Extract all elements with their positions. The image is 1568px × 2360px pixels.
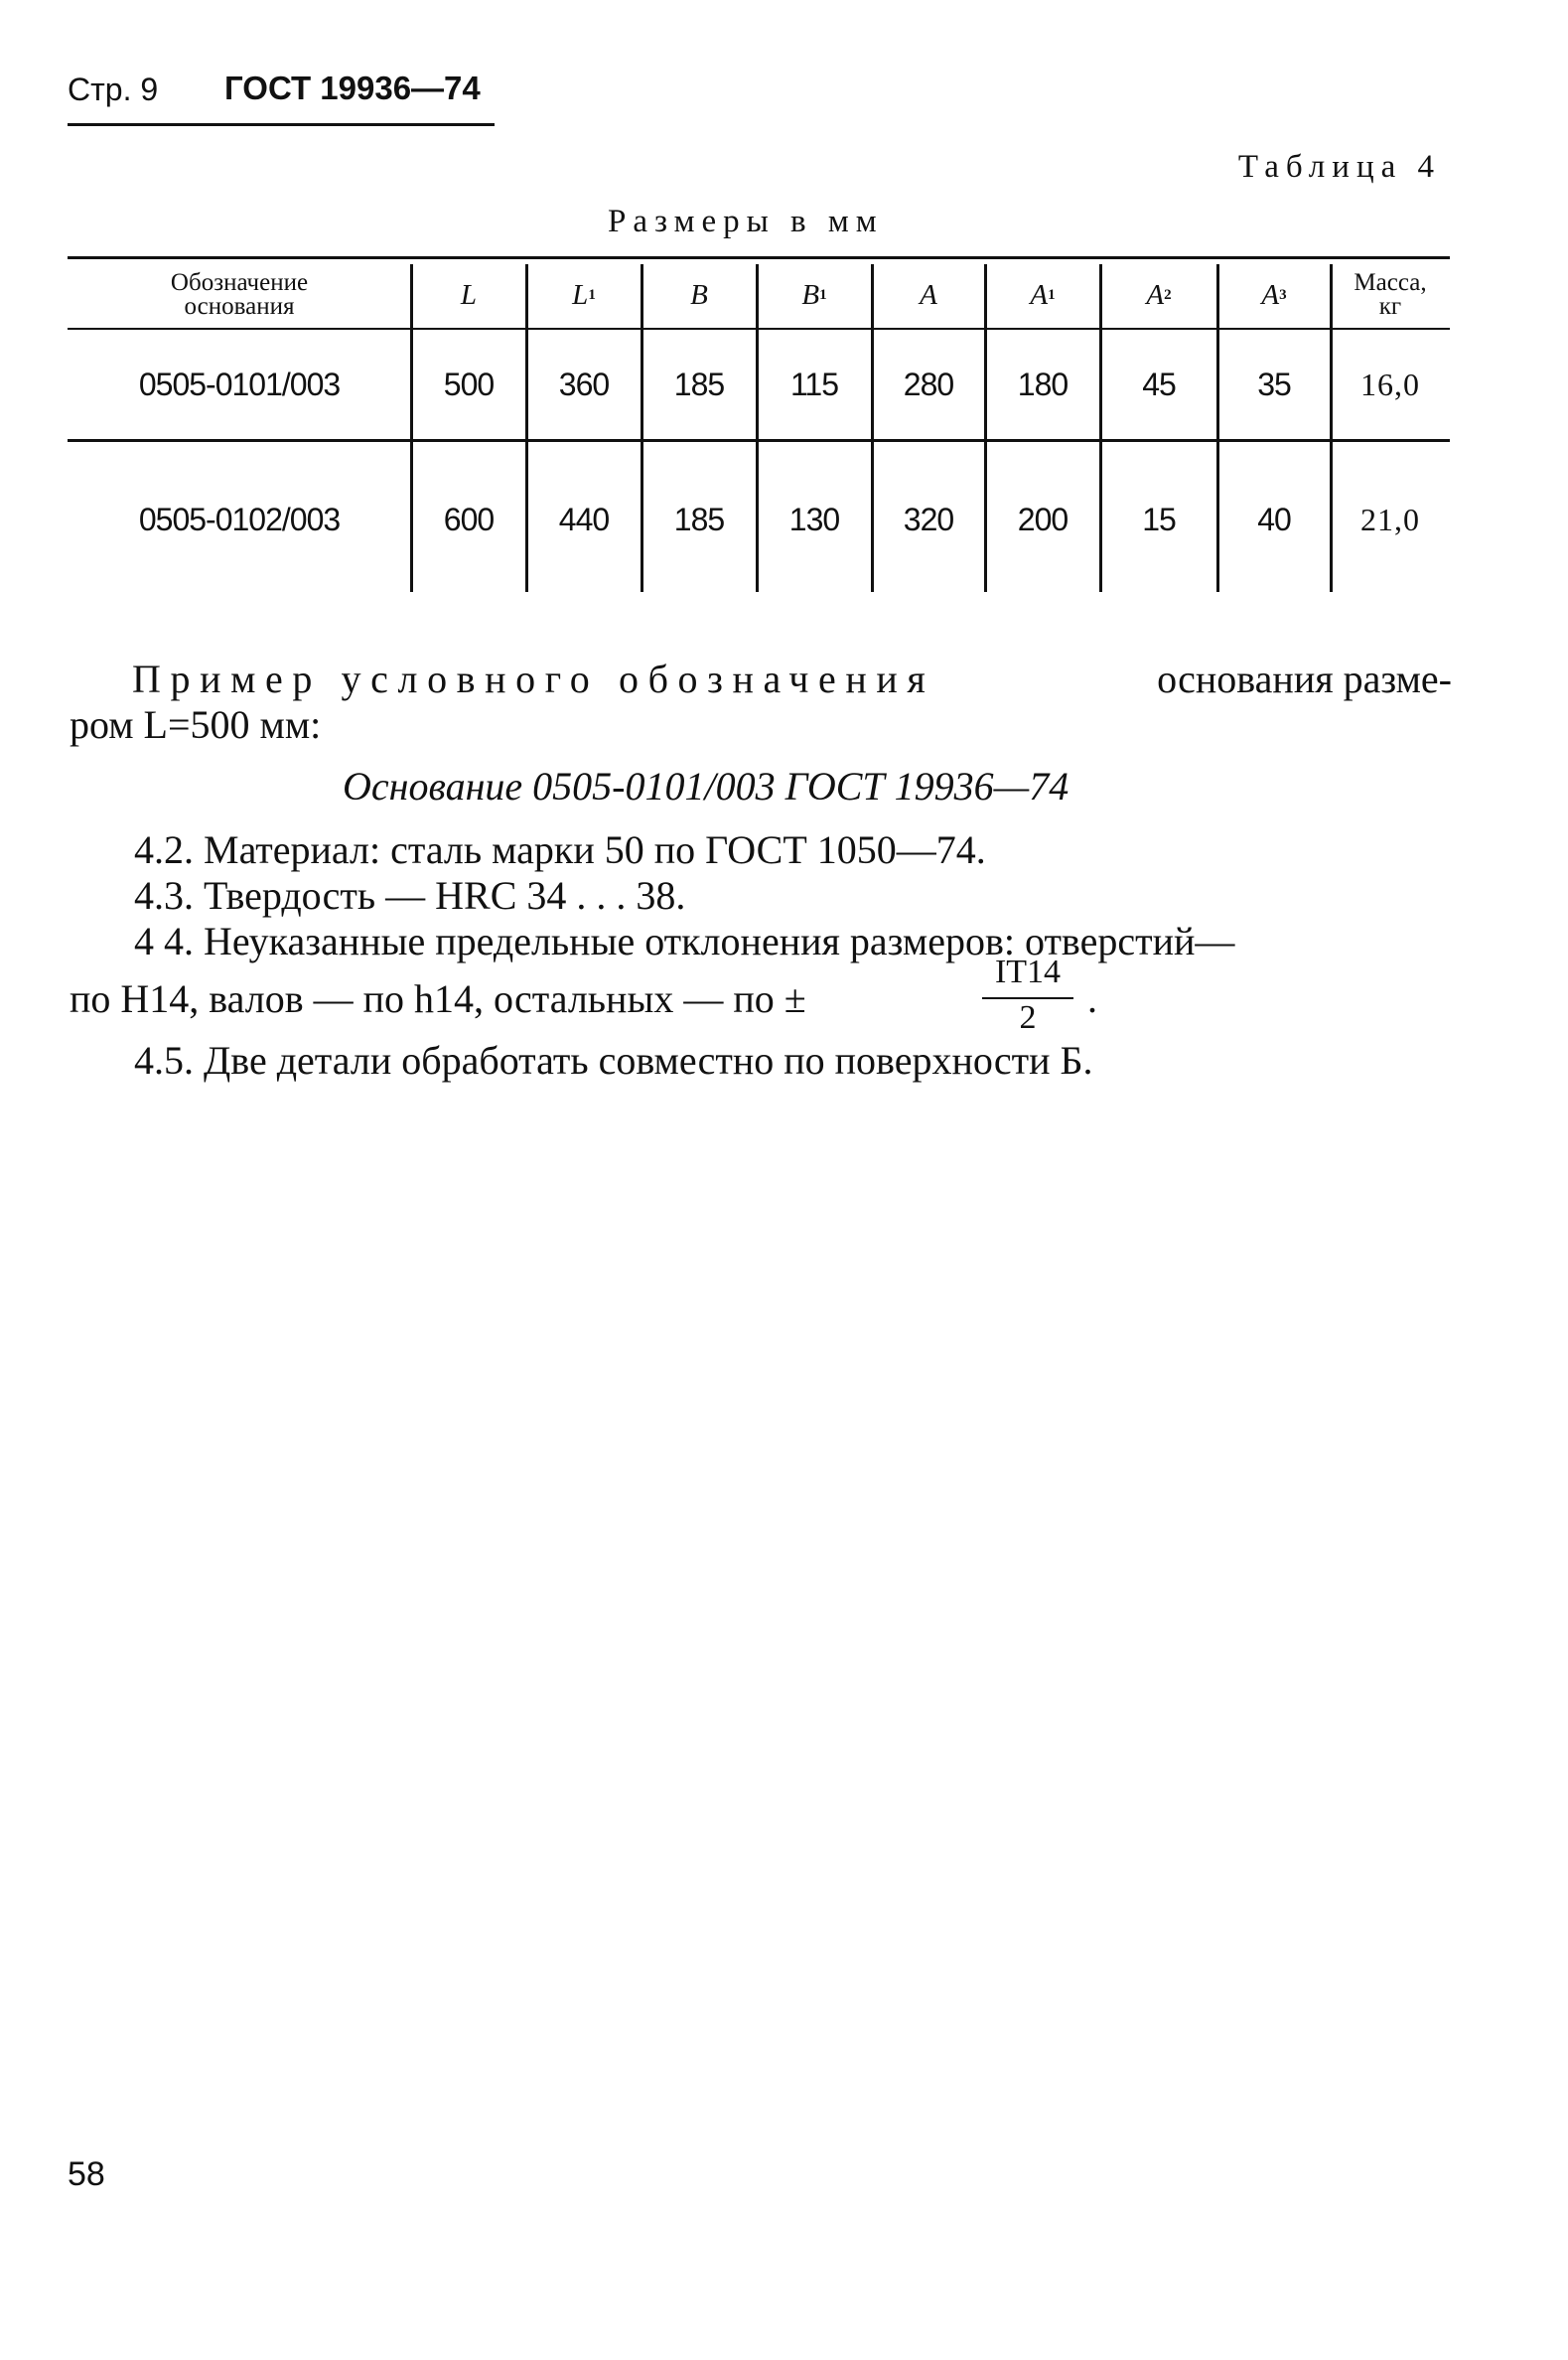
table-units: Размеры в мм — [608, 204, 884, 239]
row-designation: 0505-0102/003 — [138, 501, 341, 537]
table-cell: 600 — [443, 501, 495, 537]
column-header-symbol — [641, 262, 757, 328]
fraction-numerator: IT14 — [994, 954, 1062, 990]
column-symbol: L — [572, 279, 589, 311]
column-header-symbol — [985, 262, 1100, 328]
table-cell: 185 — [673, 366, 725, 402]
clause-4-2: 4.2. Материал: сталь марки 50 по ГОСТ 1050—74. — [134, 827, 986, 872]
clause-4-4-line1: 4 4. Неуказанные предельные отклонения размеров: отверстий— — [134, 919, 1235, 963]
table-rule — [68, 256, 1450, 259]
table-cell: 40 — [1257, 501, 1291, 537]
table-cell: 280 — [903, 366, 954, 402]
column-subscript: 1 — [1048, 287, 1056, 303]
table-cell: 180 — [1017, 366, 1069, 402]
page-number: 58 — [68, 2155, 105, 2193]
table-cell: 500 — [443, 366, 495, 402]
column-header-symbol — [757, 262, 872, 328]
table-cell: 200 — [1017, 501, 1069, 537]
table-cell: 15 — [1142, 501, 1176, 537]
example-intro: Пример условного обозначения — [132, 657, 935, 701]
table-cell: 45 — [1142, 366, 1176, 402]
column-header-symbol — [872, 262, 985, 328]
page-ref: Стр. 9 — [68, 72, 159, 107]
example-tail: основания разме- — [1157, 657, 1452, 701]
clause-4-3: 4.3. Твердость — HRC 34 . . . 38. — [134, 873, 686, 918]
tolerance-fraction — [978, 954, 1077, 1036]
table-cell: 35 — [1257, 366, 1291, 402]
table-cell: 320 — [903, 501, 954, 537]
table-cell: 130 — [788, 501, 840, 537]
column-header-symbol — [526, 262, 641, 328]
row-designation: 0505-0101/003 — [138, 366, 341, 402]
column-symbol: A — [1261, 279, 1280, 311]
page-header — [68, 68, 495, 126]
clause-4-4-line2: по Н14, валов — по h14, остальных — по ± — [70, 976, 806, 1021]
column-header: Обозначение основания — [170, 269, 309, 320]
clause-4-4-end: . — [1087, 976, 1097, 1021]
table-cell: 115 — [789, 366, 838, 402]
example-line2: ром L=500 мм: — [70, 702, 322, 747]
column-header-symbol — [1100, 262, 1217, 328]
table-cell: 360 — [558, 366, 610, 402]
column-header: Масса, кг — [1354, 269, 1427, 320]
column-subscript: 3 — [1279, 287, 1287, 303]
table-cell: 440 — [558, 501, 610, 537]
column-symbol: B — [690, 279, 708, 311]
column-subscript: 1 — [819, 287, 827, 303]
dimensions-table — [68, 256, 1450, 598]
standard-number: ГОСТ 19936—74 — [224, 70, 481, 106]
column-symbol: B — [801, 279, 820, 311]
column-symbol: A — [1146, 279, 1165, 311]
table-cell: 21,0 — [1360, 501, 1420, 537]
column-subscript: 2 — [1164, 287, 1172, 303]
fraction-denominator: 2 — [1019, 999, 1037, 1036]
table-cell: 16,0 — [1360, 366, 1420, 402]
table-cell: 185 — [673, 501, 725, 537]
clause-4-5: 4.5. Две детали обработать совместно по поверхности Б. — [134, 1038, 1093, 1083]
table-label: Таблица 4 — [1237, 149, 1441, 185]
column-symbol: L — [460, 279, 478, 311]
column-header-symbol — [1217, 262, 1331, 328]
designation-example: Основание 0505-0101/003 ГОСТ 19936—74 — [343, 764, 1069, 809]
column-header-symbol — [411, 262, 526, 328]
column-subscript: 1 — [588, 287, 596, 303]
column-symbol: A — [1030, 279, 1049, 311]
column-symbol: A — [920, 279, 937, 311]
